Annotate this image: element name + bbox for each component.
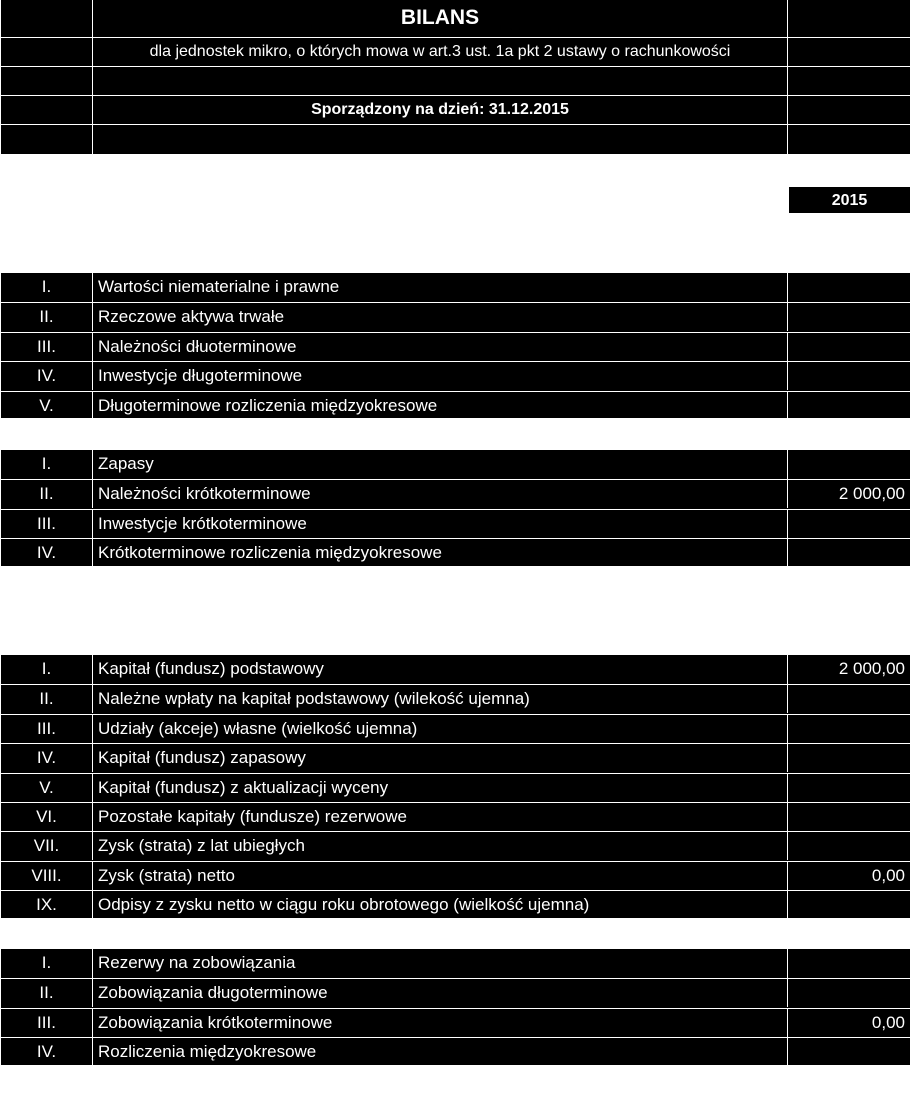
row-label: Udziały (akceje) własne (wielkość ujemna) [93,715,788,743]
row-number: II. [1,979,93,1007]
page-title: BILANS [93,0,788,37]
table-row [1,802,910,831]
row-number: VIII. [1,862,93,890]
row-number: I. [1,450,93,479]
table-row [1,361,910,390]
row-label: Wartości niematerialne i prawne [93,273,788,302]
row-value [788,333,910,361]
row-label: Rozliczenia międzyokresowe [93,1038,788,1066]
table-row [1,479,910,508]
row-value: 2 000,00 [838,484,905,503]
row-value [788,303,910,331]
row-label: Należne wpłaty na kapitał podstawowy (wilekość ujemna) [93,685,788,713]
row-number: III. [1,715,93,743]
row-value [788,832,910,860]
section-aktywa-trwale [1,273,910,418]
table-row [1,949,910,978]
row-label: Zobowiązania długoterminowe [93,979,788,1007]
section-aktywa-obrotowe [1,450,910,566]
row-number: II. [1,480,93,508]
row-number: V. [1,774,93,802]
table-row [1,538,910,567]
row-number: IV. [1,744,93,772]
header-block [1,0,910,154]
row-value [788,685,910,713]
row-number: V. [1,392,93,420]
table-row [1,978,910,1007]
year-header: 2015 [789,187,910,213]
row-value [788,715,910,743]
subtitle-row [1,37,910,66]
row-value [788,539,910,567]
row-label: Kapitał (fundusz) podstawowy [93,655,788,684]
table-row [1,1037,910,1066]
row-label: Zapasy [93,450,788,479]
row-number: VII. [1,832,93,860]
row-value: 0,00 [871,866,905,885]
row-number: IV. [1,539,93,567]
row-label: Zysk (strata) z lat ubiegłych [93,832,788,860]
section-kapital-wlasny [1,655,910,918]
row-label: Inwestycje krótkoterminowe [93,510,788,538]
empty-row [1,66,910,95]
table-row [1,273,910,302]
row-number: I. [1,949,93,978]
row-label: Należności dłuoterminowe [93,333,788,361]
row-number: IV. [1,1038,93,1066]
page-subtitle: dla jednostek mikro, o których mowa w art.3 ust. 1a pkt 2 ustawy o rachunkowości [93,38,788,66]
row-value [788,450,910,479]
row-label: Kapitał (fundusz) zapasowy [93,744,788,772]
section-zobowiazania [1,949,910,1065]
table-row [1,684,910,713]
row-value [788,774,910,802]
table-row [1,332,910,361]
row-label: Odpisy z zysku netto w ciągu roku obrotowego (wielkość ujemna) [93,891,788,919]
row-number: III. [1,510,93,538]
row-label: Należności krótkoterminowe [93,480,788,508]
table-row [1,773,910,802]
row-number: II. [1,685,93,713]
row-label: Inwestycje długoterminowe [93,362,788,390]
table-row [1,391,910,420]
table-row [1,1008,910,1037]
row-value [788,362,910,390]
row-number: IV. [1,362,93,390]
row-label: Rezerwy na zobowiązania [93,949,788,978]
row-value [788,510,910,538]
row-value [788,891,910,919]
row-label: Rzeczowe aktywa trwałe [93,303,788,331]
row-value [788,273,910,302]
row-label: Długoterminowe rozliczenia międzyokresowe [93,392,788,420]
table-row [1,509,910,538]
row-value: 2 000,00 [838,659,905,678]
row-number: III. [1,333,93,361]
row-number: I. [1,273,93,302]
row-number: III. [1,1009,93,1037]
row-number: II. [1,303,93,331]
row-label: Zysk (strata) netto [93,862,788,890]
row-number: I. [1,655,93,684]
date-row [1,95,910,124]
table-row [1,302,910,331]
row-label: Pozostałe kapitały (fundusze) rezerwowe [93,803,788,831]
date-label: Sporządzony na dzień: 31.12.2015 [93,96,788,124]
table-row [1,743,910,772]
row-number: VI. [1,803,93,831]
empty-row [1,124,910,154]
row-number: IX. [1,891,93,919]
row-value [788,392,910,420]
row-label: Zobowiązania krótkoterminowe [93,1009,788,1037]
row-value [788,803,910,831]
table-row [1,714,910,743]
table-row [1,890,910,919]
row-label: Kapitał (fundusz) z aktualizacji wyceny [93,774,788,802]
row-value [788,979,910,1007]
table-row [1,450,910,479]
row-value: 0,00 [871,1013,905,1032]
row-label: Krótkoterminowe rozliczenia międzyokresowe [93,539,788,567]
row-value [788,744,910,772]
row-value [788,949,910,978]
table-row [1,831,910,860]
table-row [1,655,910,684]
row-value [788,1038,910,1066]
title-row [1,0,910,37]
table-row [1,861,910,890]
